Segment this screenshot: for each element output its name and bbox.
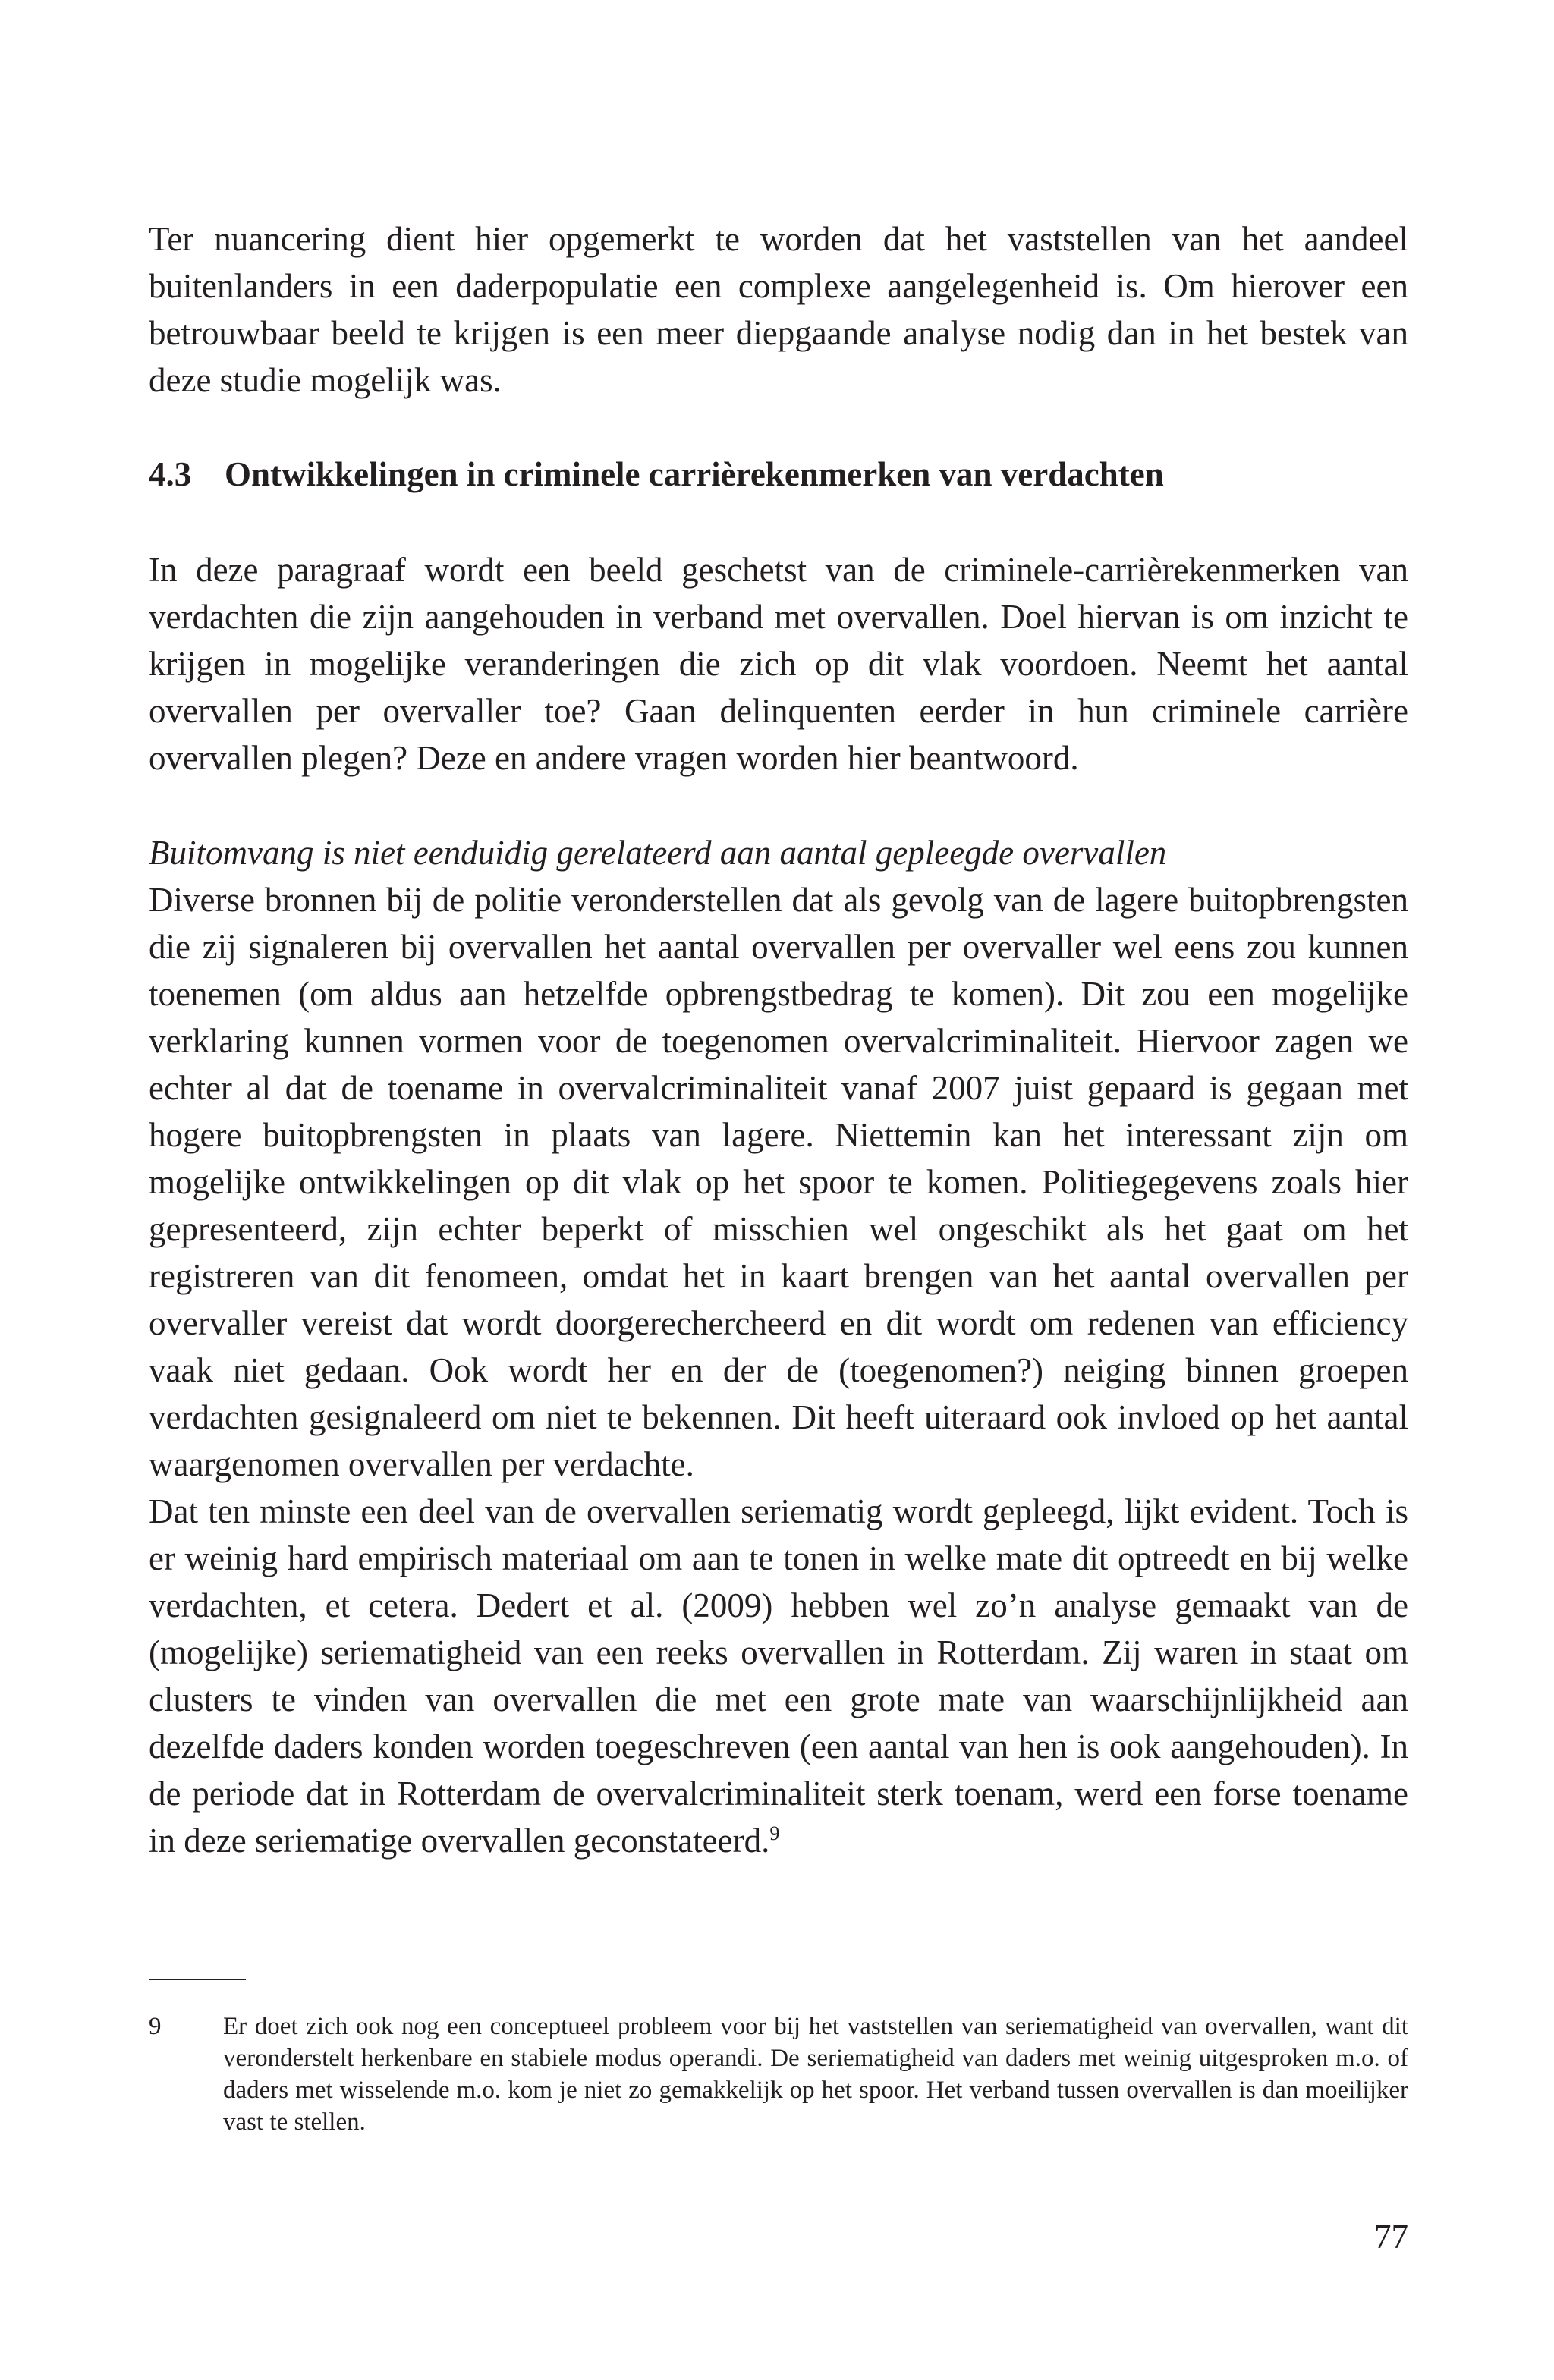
paragraph-serie (149, 1488, 1408, 1864)
section-heading (149, 451, 1408, 498)
footnote-separator (149, 1979, 246, 1980)
footnote-reference[interactable]: 9 (769, 1822, 780, 1844)
section-title: Ontwikkelingen in criminele carrièrekenmerken van verdachten (225, 455, 1164, 493)
footnote-number: 9 (149, 2013, 162, 2040)
paragraph-buit: Diverse bronnen bij de politie veronderstellen dat als gevolg van de lagere buitopbrengsten die zij signaleren bij overvallen het aantal overvallen per overvaller wel eens zou kunnen toenemen (om aldus aan hetzelfde opbrengstbedrag te komen). Dit zou een mogelijke verklaring kunnen vormen voor de toegenomen overvalcriminaliteit. Hiervoor zagen we echter al dat de toename in overvalcriminaliteit vanaf 2007 juist gepaard is gegaan met hogere buitopbrengsten in plaats van lagere. Niettemin kan het interessant zijn om mogelijke ontwikkelingen op dit vlak op het spoor te komen. Politiegegevens zoals hier gepresenteerd, zijn echter beperkt of misschien wel ongeschikt als het gaat om het registreren van dit fenomeen, omdat het in kaart brengen van het aantal overvallen per overvaller vereist dat wordt doorgerechercheerd en dit wordt om redenen van efficiency vaak niet gedaan. Ook wordt her en der de (toegenomen?) neiging binnen groepen verdachten gesignaleerd om niet te bekennen. Dit heeft uiteraard ook invloed op het aantal waargenomen overvallen per verdachte. (149, 881, 1408, 1483)
subheading: Buitomvang is niet eenduidig gerelateerd aan aantal gepleegde overvallen (149, 834, 1167, 872)
paragraph-section-intro: In deze paragraaf wordt een beeld geschetst van de criminele-carrièrekenmerken van verdachten die zijn aangehouden in verband met overvallen. Doel hiervan is om inzicht te krijgen in mogelijke veranderingen die zich op dit vlak voordoen. Neemt het aantal overvallen per overvaller toe? Gaan delinquenten eerder in hun criminele carrière overvallen plegen? Deze en andere vragen worden hier beantwoord. (149, 551, 1408, 777)
section-number: 4.3 (149, 455, 192, 493)
footnote-text: Er doet zich ook nog een conceptueel probleem voor bij het vaststellen van seriematigheid van overvallen, want dit veronderstelt herkenbare en stabiele modus operandi. De seriematigheid van daders met weinig uitgesproken m.o. of daders met wisselende m.o. kom je niet zo gemakkelijk op het spoor. Het verband tussen overvallen is dan moeilijker vast te stellen. (223, 2013, 1408, 2136)
paragraph-intro: Ter nuancering dient hier opgemerkt te worden dat het vaststellen van het aandeel buitenlanders in een daderpopulatie een complexe aangelegenheid is. Om hierover een betrouwbaar beeld te krijgen is een meer diepgaande analyse nodig dan in het bestek van deze studie mogelijk was. (149, 220, 1408, 399)
paragraph-serie-text: Dat ten minste een deel van de overvallen seriematig wordt gepleegd, lijkt evident. Toch is er weinig hard empirisch materiaal om aan te tonen in welke mate dit optreedt en bij welke verdachten, et cetera. Dedert et al. (2009) hebben wel zo’n analyse gemaakt van de (mogelijke) seriematigheid van een reeks overvallen in Rotterdam. Zij waren in staat om clusters te vinden van overvallen die met een grote mate van waarschijnlijkheid aan dezelfde daders konden worden toegeschreven (een aantal van hen is ook aangehouden). In de periode dat in Rotterdam de overvalcriminaliteit sterk toenam, werd een forse toename in deze seriematige overvallen geconstateerd. (149, 1492, 1408, 1860)
footnote (149, 2011, 1408, 2138)
page-number: 77 (1374, 2218, 1408, 2256)
